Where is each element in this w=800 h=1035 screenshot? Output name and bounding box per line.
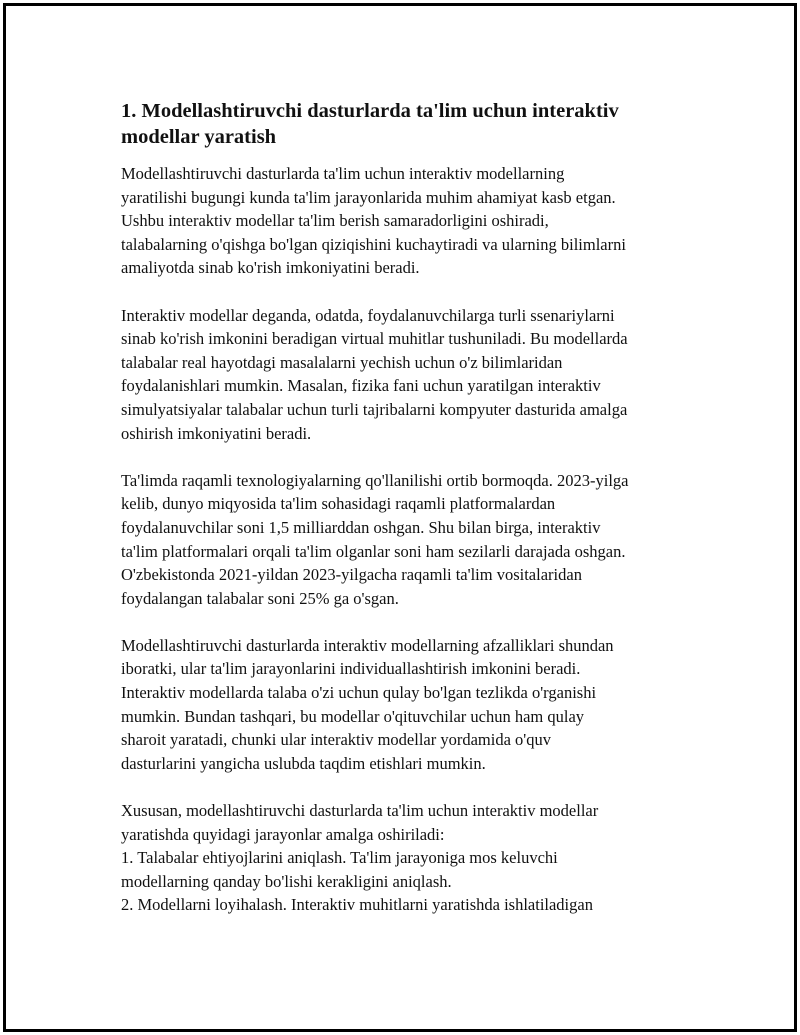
- document-page: [3, 3, 797, 1032]
- text-line: Interaktiv modellarda talaba o'zi uchun qulay bo'lgan tezlikda o'rganishi: [121, 683, 597, 703]
- text-line: oshirish imkoniyatini beradi.: [121, 423, 312, 443]
- text-line: sinab ko'rish imkonini beradigan virtual muhitlar tushuniladi. Bu modellarda: [121, 329, 628, 349]
- title-line: modellar yaratish: [121, 126, 277, 148]
- text-line: sharoit yaratadi, chunki ular interaktiv modellar yordamida o'quv: [121, 730, 552, 750]
- list-item: 1. Talabalar ehtiyojlarini aniqlash. Ta'lim jarayoniga mos keluvchi: [121, 848, 558, 868]
- text-line: ta'lim platformalari orqali ta'lim olganlar soni ham sezilarli darajada oshgan.: [121, 541, 626, 561]
- paragraph-advantages: [121, 634, 721, 776]
- paragraph-process-list: [121, 799, 721, 917]
- title-line: 1. Modellashtiruvchi dasturlarda ta'lim uchun interaktiv: [121, 100, 619, 122]
- text-line: O'zbekistonda 2021-yildan 2023-yilgacha raqamli ta'lim vositalaridan: [121, 565, 582, 585]
- text-line: foydalanishlari mumkin. Masalan, fizika fani uchun yaratilgan interaktiv: [121, 376, 601, 396]
- text-line: foydalanuvchilar soni 1,5 milliarddan oshgan. Shu bilan birga, interaktiv: [121, 517, 601, 537]
- list-item: 2. Modellarni loyihalash. Interaktiv muhitlarni yaratishda ishlatiladigan: [121, 895, 593, 915]
- text-line: kelib, dunyo miqyosida ta'lim sohasidagi raqamli platformalardan: [121, 494, 556, 514]
- paragraph-intro: [121, 162, 721, 280]
- text-line: talabalarning o'qishga bo'lgan qiziqishini kuchaytiradi va ularning bilimlarni: [121, 234, 626, 254]
- section-title: [121, 98, 721, 150]
- text-line: iboratki, ular ta'lim jarayonlarini individuallashtirish imkonini beradi.: [121, 659, 581, 679]
- paragraph-statistics: [121, 469, 721, 611]
- text-line: talabalar real hayotdagi masalalarni yechish uchun o'z bilimlaridan: [121, 352, 563, 372]
- text-line: yaratilishi bugungi kunda ta'lim jarayonlarida muhim ahamiyat kasb etgan.: [121, 187, 616, 207]
- text-line: simulyatsiyalar talabalar uchun turli tajribalarni kompyuter dasturida amalga: [121, 399, 628, 419]
- text-line: Xususan, modellashtiruvchi dasturlarda ta'lim uchun interaktiv modellar: [121, 801, 599, 821]
- document-body: [121, 98, 721, 941]
- text-line: Ushbu interaktiv modellar ta'lim berish samaradorligini oshiradi,: [121, 211, 549, 231]
- text-line: Modellashtiruvchi dasturlarda ta'lim uchun interaktiv modellarning: [121, 164, 565, 183]
- text-line: Interaktiv modellar deganda, odatda, foydalanuvchilarga turli ssenariylarni: [121, 305, 615, 325]
- text-line: mumkin. Bundan tashqari, bu modellar o'qituvchilar uchun ham qulay: [121, 706, 585, 726]
- list-item-continuation: modellarning qanday bo'lishi kerakligini aniqlash.: [121, 871, 452, 891]
- text-line: amaliyotda sinab ko'rish imkoniyatini beradi.: [121, 258, 420, 278]
- paragraph-definition: [121, 304, 721, 446]
- text-line: Modellashtiruvchi dasturlarda interaktiv modellarning afzalliklari shundan: [121, 635, 614, 655]
- text-line: yaratishda quyidagi jarayonlar amalga oshiriladi:: [121, 824, 445, 844]
- text-line: foydalangan talabalar soni 25% ga o'sgan.: [121, 588, 399, 608]
- text-line: Ta'limda raqamli texnologiyalarning qo'llanilishi ortib bormoqda. 2023-yilga: [121, 470, 629, 490]
- text-line: dasturlarini yangicha uslubda taqdim etishlari mumkin.: [121, 753, 486, 773]
